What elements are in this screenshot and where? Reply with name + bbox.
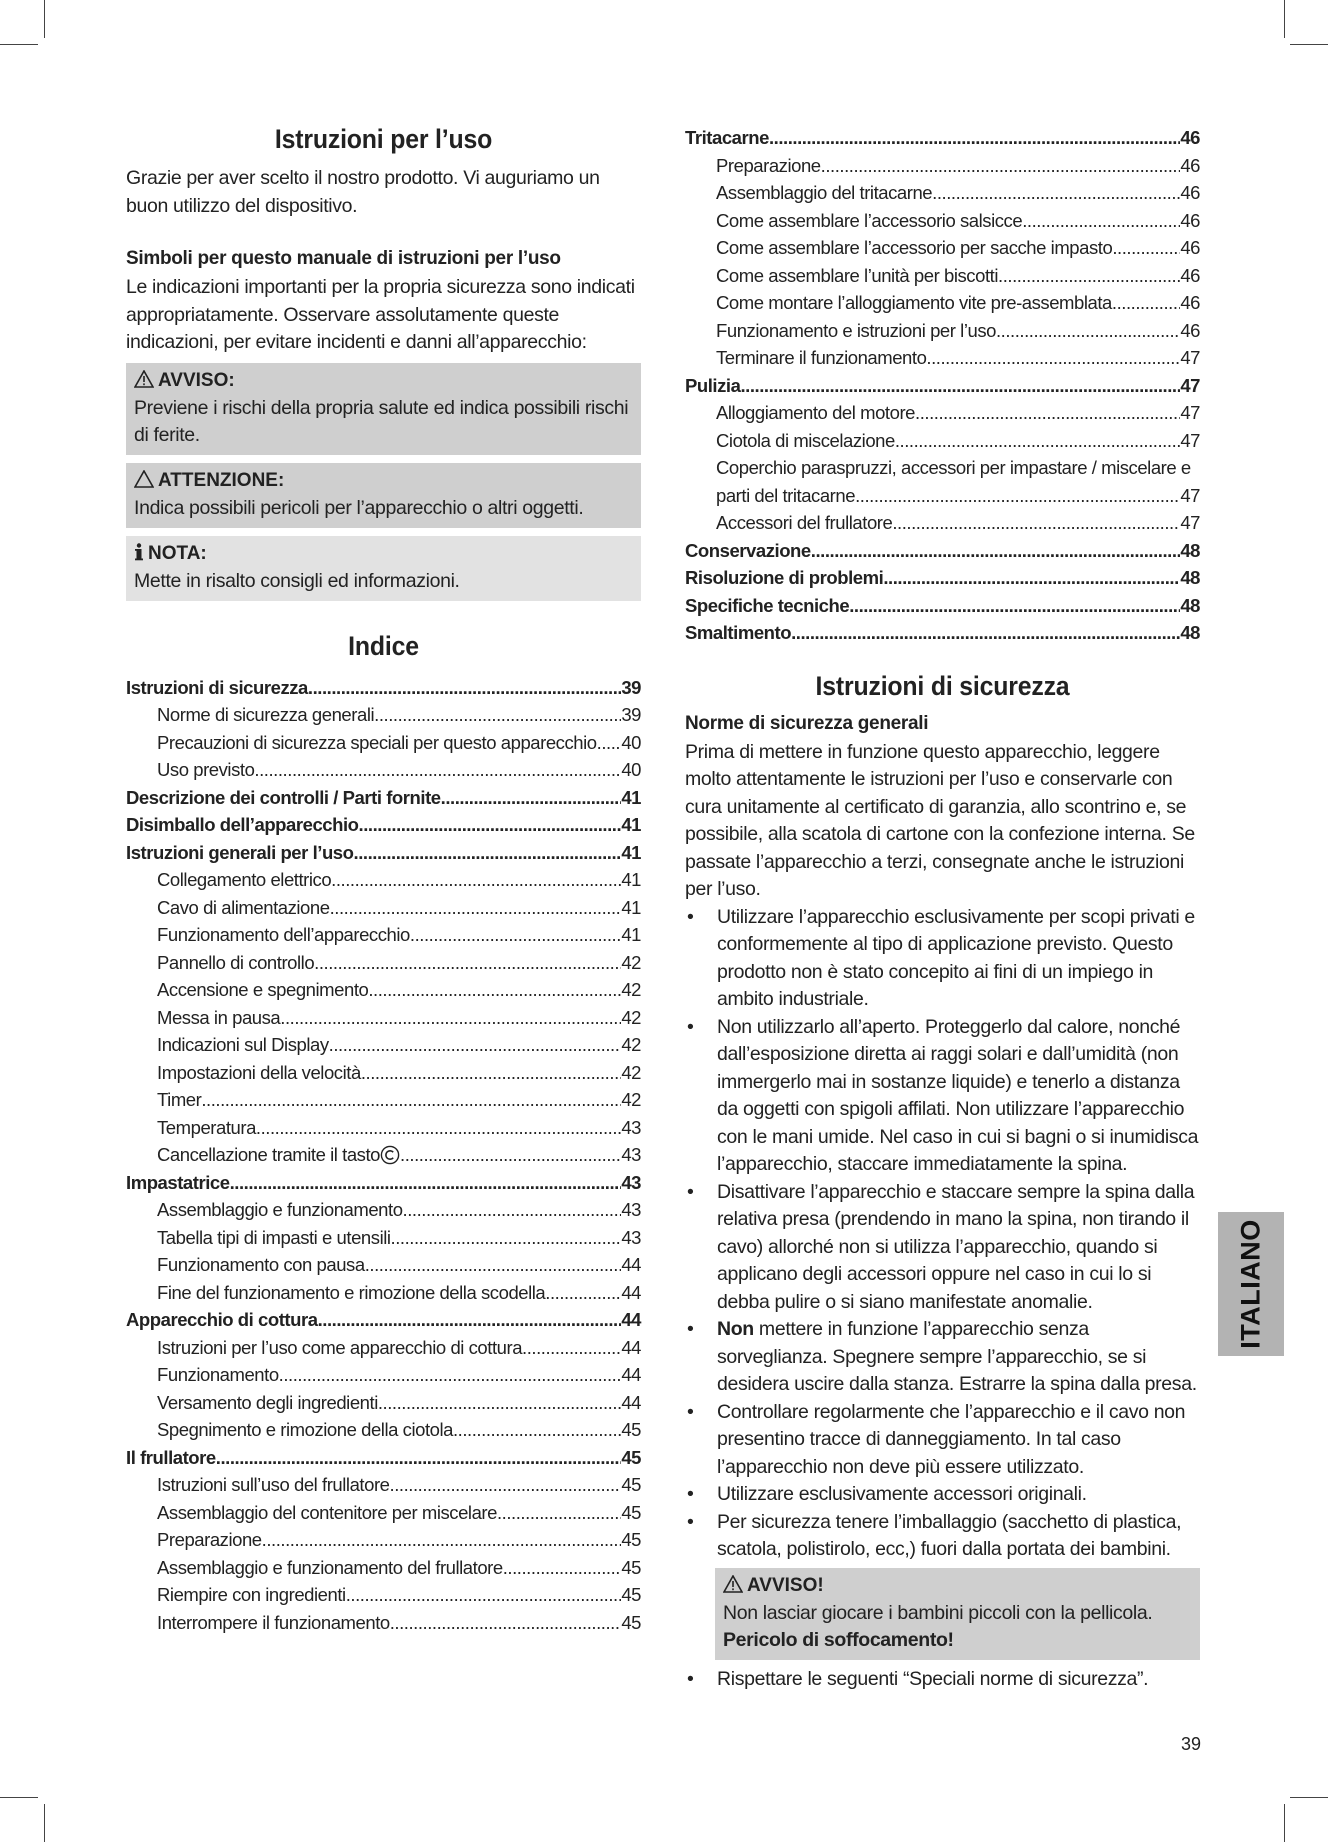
toc-entry-title: Risoluzione di problemi — [685, 567, 884, 588]
toc-entry-title: Coperchio paraspruzzi, accessori per impastare / miscelare e — [716, 457, 1191, 478]
toc-page-number: 45 — [621, 1611, 641, 1633]
toc-page-number: 41 — [621, 869, 641, 890]
toc-page-number: 44 — [621, 1391, 641, 1413]
toc-entry-title: Indicazioni sul Display — [157, 1034, 329, 1055]
toc-page-number: 46 — [1180, 209, 1200, 231]
toc-leader — [441, 784, 622, 812]
toc-page-number: 44 — [621, 1254, 641, 1275]
toc-entry[interactable] — [685, 317, 1200, 345]
safety-text: Prima di mettere in funzione questo apparecchio, leggere molto attentamente le istruzioni per l’uso e conservarle con cura unitamente al certificato di garanzia, allo scontrino e, se possibile, alla scatola di cartone con la confezione interna. Se passate l’apparecchio a terzi, consegnate anche le istruzioni per l’uso. — [685, 740, 1195, 900]
toc-page-number: 42 — [621, 951, 641, 973]
toc-leader — [361, 1059, 622, 1087]
toc-entry[interactable] — [126, 1609, 641, 1637]
toc-entry-title: Spegnimento e rimozione della ciotola — [157, 1419, 453, 1440]
toc-page-number: 45 — [621, 1529, 641, 1550]
toc-page-number: 48 — [1180, 622, 1200, 643]
bullet-body: Non utilizzarlo all’aperto. Proteggerlo dal calore, nonché dall’esposizione diretta ai raggi solari e dall’umidità (non immergerlo mai in sostanze liquide) e tenerlo a distanza da oggetti con spigoli affilati. Non utilizzare l’apparecchio con le mani umide. Nel caso in cui si bagni o si inumidisca l’apparecchio, staccare immediatamente la spina. — [717, 1015, 1199, 1175]
toc-leader — [346, 1581, 622, 1609]
safety-subheading: Norme di sicurezza generali — [685, 712, 929, 734]
bullet-bold-word: Non — [717, 1318, 754, 1340]
toc-page-number: 47 — [1180, 512, 1200, 533]
bullet-text — [717, 1399, 1200, 1482]
toc-entry-title: Pannello di controllo — [157, 951, 315, 973]
safety-bullet — [685, 1316, 1200, 1399]
right-column — [685, 124, 1200, 1693]
toc-entry[interactable] — [126, 949, 641, 977]
toc-entry[interactable] — [126, 701, 641, 729]
toc-leader — [254, 756, 621, 784]
toc-page-number: 40 — [621, 759, 641, 780]
bullet-body: Controllare regolarmente che l’apparecchio e il cavo non presentino tracce di danneggiamento. In tal caso l’apparecchio non deve più essere utilizzato. — [717, 1400, 1186, 1478]
toc-entry-title: Norme di sicurezza generali — [157, 704, 375, 725]
toc-entry-title: Tritacarne — [685, 127, 769, 148]
toc-leader — [892, 509, 1180, 537]
toc-entry[interactable] — [126, 1471, 641, 1499]
bullet-text: Rispettare le seguenti “Speciali norme di sicurezza”. — [717, 1667, 1149, 1690]
crop-mark — [0, 44, 38, 45]
toc-entry[interactable] — [685, 372, 1200, 400]
toc-entry[interactable] — [126, 674, 641, 702]
toc-left — [126, 674, 641, 1637]
toc-entry[interactable] — [685, 454, 1200, 482]
toc-entry-title: Come assemblare l’accessorio per sacche impasto — [716, 237, 1113, 258]
toc-page-number: 46 — [1180, 127, 1200, 148]
toc-page-number: 48 — [1180, 594, 1200, 616]
language-tab-label: ITALIANO — [1235, 1219, 1266, 1349]
toc-leader — [926, 344, 1180, 372]
toc-leader — [453, 1416, 621, 1444]
toc-page-number: 46 — [1180, 182, 1200, 203]
toc-entry[interactable] — [126, 1554, 641, 1582]
last-bullet — [685, 1666, 1200, 1694]
toc-entry-title: Impostazioni della velocità — [157, 1061, 361, 1083]
toc-entry[interactable] — [126, 756, 641, 784]
toc-entry-title: Ciotola di miscelazione — [716, 429, 895, 451]
toc-page-number: 47 — [1180, 374, 1200, 396]
toc-entry[interactable] — [126, 1279, 641, 1307]
notice-note — [126, 536, 641, 601]
toc-entry[interactable] — [685, 289, 1200, 317]
toc-leader — [998, 262, 1180, 290]
toc-entry[interactable] — [126, 1306, 641, 1334]
toc-page-number: 47 — [1180, 484, 1200, 506]
toc-leader — [821, 152, 1181, 180]
toc-entry-title: Istruzioni di sicurezza — [126, 676, 308, 698]
bullet-text — [717, 904, 1200, 1014]
toc-leader — [374, 701, 621, 729]
toc-leader — [279, 1361, 622, 1389]
toc-entry-title: Istruzioni generali per l’uso — [126, 841, 354, 863]
toc-entry[interactable] — [126, 1169, 641, 1197]
toc-leader — [391, 1224, 622, 1252]
toc-leader — [368, 976, 621, 1004]
toc-page-number: 40 — [621, 731, 641, 753]
toc-entry[interactable] — [685, 124, 1200, 152]
toc-page-number: 46 — [1180, 237, 1200, 258]
toc-leader — [1022, 207, 1180, 235]
toc-page-number: 41 — [621, 896, 641, 918]
toc-entry-title: Assemblaggio del contenitore per miscelare — [157, 1501, 497, 1523]
toc-entry-title: Smaltimento — [685, 622, 792, 643]
safety-bullet — [685, 904, 1200, 1014]
toc-page-number: 41 — [621, 924, 641, 945]
toc-entry[interactable] — [685, 509, 1200, 537]
notice-title: ATTENZIONE: — [158, 469, 285, 491]
toc-entry-title: Come montare l’alloggiamento vite pre-assemblata — [716, 292, 1112, 313]
toc-entry[interactable] — [126, 1581, 641, 1609]
toc-entry[interactable] — [126, 921, 641, 949]
toc-leader — [390, 1471, 622, 1499]
toc-entry-title: Funzionamento dell’apparecchio — [157, 924, 410, 945]
toc-page-number: 42 — [621, 979, 641, 1000]
toc-entry[interactable] — [126, 1361, 641, 1389]
intro-text: Grazie per aver scelto il nostro prodotto. Vi auguriamo un buon utilizzo del dispositivo. — [126, 167, 600, 217]
toc-leader — [390, 1609, 622, 1637]
toc-leader — [329, 1031, 622, 1059]
toc-leader — [883, 564, 1180, 592]
toc-entry[interactable] — [126, 1499, 641, 1527]
toc-page-number: 46 — [1180, 292, 1200, 313]
toc-entry[interactable] — [126, 811, 641, 839]
toc-page-number: 42 — [621, 1061, 641, 1083]
bullet-mark: • — [687, 1318, 694, 1340]
toc-page-number: 44 — [621, 1281, 641, 1303]
warning-bold-text: Pericolo di soffocamento! — [723, 1628, 954, 1651]
toc-right — [685, 124, 1200, 647]
toc-entry[interactable] — [685, 234, 1200, 262]
toc-entry[interactable] — [126, 1141, 641, 1169]
notice-caution — [126, 463, 641, 528]
toc-entry-title: Precauzioni di sicurezza speciali per questo apparecchio — [157, 731, 597, 753]
bullet-text — [717, 1014, 1200, 1179]
toc-leader — [331, 866, 621, 894]
bullet-body: Disattivare l’apparecchio e staccare sempre la spina dalla relativa presa (prendendo in mano la spina, non tirando il cavo) allorché non si utilizza l’apparecchio, quando si applicano degli accessori oppure nel caso in cui lo si debba pulire o si siano manifestate anomalie. — [717, 1180, 1195, 1313]
toc-entry[interactable] — [126, 1086, 641, 1114]
toc-page-number: 47 — [1180, 347, 1200, 368]
notice-title: AVVISO: — [158, 369, 235, 391]
safety-bullet — [685, 1179, 1200, 1317]
toc-page-number: 45 — [621, 1501, 641, 1523]
toc-entry-title: Tabella tipi di impasti e utensili — [157, 1226, 391, 1248]
index-title: Indice — [348, 630, 419, 661]
toc-page-number: 46 — [1180, 154, 1200, 176]
toc-entry[interactable] — [685, 592, 1200, 620]
toc-entry-title: Funzionamento con pausa — [157, 1254, 365, 1275]
toc-page-number: 45 — [621, 1556, 641, 1578]
toc-entry-title: Terminare il funzionamento — [716, 347, 927, 368]
bullet-text — [717, 1509, 1200, 1564]
toc-page-number: 41 — [621, 814, 641, 835]
toc-leader — [230, 1169, 622, 1197]
warning-title: AVVISO! — [747, 1574, 824, 1596]
toc-entry[interactable] — [685, 152, 1200, 180]
clear-button-icon — [380, 1145, 400, 1165]
toc-entry[interactable] — [126, 866, 641, 894]
toc-leader — [365, 1251, 622, 1279]
toc-entry[interactable] — [126, 729, 641, 757]
toc-entry[interactable] — [685, 427, 1200, 455]
toc-entry[interactable] — [126, 1004, 641, 1032]
toc-leader — [410, 921, 621, 949]
toc-entry[interactable] — [685, 399, 1200, 427]
toc-entry-title: Accensione e spegnimento — [157, 979, 369, 1000]
toc-leader — [314, 949, 621, 977]
toc-leader — [201, 1086, 621, 1114]
crop-mark — [0, 1797, 38, 1798]
toc-entry-title: Assemblaggio e funzionamento — [157, 1199, 403, 1220]
toc-leader — [503, 1554, 622, 1582]
toc-entry-title: Funzionamento e istruzioni per l’uso — [716, 319, 996, 341]
toc-page-number: 43 — [621, 1116, 641, 1138]
toc-page-number: 48 — [1180, 539, 1200, 561]
toc-leader — [895, 427, 1180, 455]
warning-icon — [723, 1575, 743, 1593]
toc-page-number: 41 — [621, 786, 641, 808]
toc-entry[interactable] — [685, 564, 1200, 592]
toc-page-number: 44 — [621, 1336, 641, 1358]
toc-leader — [497, 1499, 621, 1527]
toc-leader — [318, 1306, 622, 1334]
toc-entry-title: Descrizione dei controlli / Parti fornite — [126, 786, 441, 808]
toc-leader — [403, 1196, 622, 1224]
toc-page-number: 43 — [621, 1226, 641, 1248]
toc-leader — [378, 1389, 621, 1417]
toc-entry[interactable] — [126, 1416, 641, 1444]
toc-entry[interactable] — [126, 1389, 641, 1417]
toc-leader — [740, 372, 1180, 400]
toc-entry-title: Alloggiamento del motore — [716, 402, 915, 423]
toc-page-number: 42 — [621, 1034, 641, 1055]
toc-entry[interactable] — [685, 179, 1200, 207]
toc-entry-title: Cancellazione tramite il tasto — [157, 1144, 380, 1165]
toc-entry-title: Funzionamento — [157, 1364, 279, 1385]
toc-leader — [262, 1526, 622, 1554]
toc-leader — [1112, 289, 1180, 317]
toc-entry[interactable] — [685, 207, 1200, 235]
toc-entry-title: Interrompere il funzionamento — [157, 1611, 390, 1633]
crop-mark — [1290, 1797, 1328, 1798]
toc-entry[interactable] — [685, 344, 1200, 372]
left-column — [126, 124, 641, 1636]
toc-entry-title: Istruzioni sull’uso del frullatore — [157, 1474, 390, 1495]
bullet-text — [717, 1316, 1200, 1399]
toc-leader — [932, 179, 1180, 207]
toc-page-number: 45 — [621, 1446, 641, 1468]
toc-leader — [545, 1279, 621, 1307]
notice-title: NOTA: — [148, 542, 207, 564]
toc-leader — [811, 537, 1181, 565]
toc-entry-title: Il frullatore — [126, 1446, 216, 1468]
safety-bullet — [685, 1014, 1200, 1179]
toc-leader — [996, 317, 1180, 345]
toc-leader — [216, 1444, 622, 1472]
toc-page-number: 43 — [621, 1171, 641, 1193]
bullet-mark: • — [687, 1667, 694, 1690]
toc-entry-title: Collegamento elettrico — [157, 869, 332, 890]
toc-leader — [308, 674, 621, 702]
toc-entry-title: Impastatrice — [126, 1171, 230, 1193]
toc-entry-title: Assemblaggio e funzionamento del frullatore — [157, 1556, 503, 1578]
bullet-body: Utilizzare l’apparecchio esclusivamente per scopi privati e conformemente al tipo di applicazione previsto. Questo prodotto non è stato concepito ai fini di un impiego in ambito industriale. — [717, 905, 1195, 1010]
warning-text: Non lasciar giocare i bambini piccoli con la pellicola. — [723, 1601, 1153, 1624]
toc-leader — [354, 839, 622, 867]
toc-entry-title: Versamento degli ingredienti — [157, 1391, 378, 1413]
bullet-mark: • — [687, 1180, 694, 1203]
toc-entry-title: Preparazione — [157, 1529, 262, 1550]
toc-entry-title: Preparazione — [716, 154, 821, 176]
page-number: 39 — [1181, 1734, 1202, 1754]
toc-page-number: 47 — [1180, 429, 1200, 451]
toc-page-number: 45 — [621, 1474, 641, 1495]
toc-entry[interactable] — [685, 619, 1200, 647]
symbols-text: Le indicazioni importanti per la propria sicurezza sono indicati appropriatamente. Osservare assolutamente queste indicazioni, per evitare incidenti e danni all’apparecchio: — [126, 276, 635, 353]
bullet-mark: • — [687, 1510, 694, 1533]
toc-page-number: 45 — [621, 1584, 641, 1605]
toc-entry[interactable] — [126, 1059, 641, 1087]
toc-entry-title: Timer — [157, 1089, 202, 1110]
toc-entry-title: Fine del funzionamento e rimozione della scodella — [157, 1281, 546, 1303]
safety-title: Istruzioni di sicurezza — [815, 670, 1070, 701]
crop-mark — [44, 0, 45, 38]
crop-mark — [44, 1804, 45, 1842]
toc-entry-title: Temperatura — [157, 1116, 256, 1138]
toc-entry[interactable] — [126, 1526, 641, 1554]
bullet-mark: • — [687, 1015, 694, 1038]
notice-text: Indica possibili pericoli per l’apparecchio o altri oggetti. — [134, 496, 584, 519]
toc-page-number: 45 — [621, 1419, 641, 1440]
toc-entry[interactable] — [126, 1251, 641, 1279]
toc-leader — [330, 894, 622, 922]
toc-entry[interactable] — [126, 1334, 641, 1362]
toc-leader — [769, 124, 1180, 152]
toc-leader — [359, 811, 622, 839]
toc-entry[interactable] — [126, 1031, 641, 1059]
notice-text: Previene i rischi della propria salute ed indica possibili rischi di ferite. — [134, 396, 629, 446]
safety-bullet — [685, 1509, 1200, 1564]
toc-entry-title: Come assemblare l’unità per biscotti — [716, 264, 998, 286]
toc-leader — [791, 619, 1180, 647]
bullet-text — [717, 1179, 1200, 1317]
toc-page-number: 39 — [621, 704, 641, 725]
crop-mark — [1284, 0, 1285, 38]
toc-entry[interactable] — [126, 976, 641, 1004]
toc-page-number: 42 — [621, 1089, 641, 1110]
bullet-body: mettere in funzione l’apparecchio senza sorveglianza. Spegnere sempre l’apparecchio, se si desidera uscire dalla stanza. Estrarre la spina dalla presa. — [717, 1318, 1197, 1395]
notice-text: Mette in risalto consigli ed informazioni. — [134, 569, 460, 592]
toc-page-number: 43 — [621, 1144, 641, 1165]
toc-entry[interactable] — [126, 1114, 641, 1142]
toc-entry[interactable] — [126, 1196, 641, 1224]
toc-page-number: 44 — [621, 1364, 641, 1385]
toc-leader — [522, 1334, 621, 1362]
toc-leader — [597, 729, 622, 757]
toc-entry-title: Riempire con ingredienti — [157, 1584, 346, 1605]
info-icon — [134, 543, 144, 561]
toc-entry-title: Messa in pausa — [157, 1006, 281, 1028]
toc-leader — [400, 1141, 621, 1169]
toc-entry[interactable] — [126, 1224, 641, 1252]
toc-entry-title: Disimballo dell’apparecchio — [126, 814, 359, 835]
toc-entry[interactable] — [685, 537, 1200, 565]
toc-leader — [1112, 234, 1180, 262]
toc-entry-title: Istruzioni per l’uso come apparecchio di cottura — [157, 1336, 523, 1358]
toc-leader — [280, 1004, 621, 1032]
toc-page-number: 46 — [1180, 319, 1200, 341]
toc-entry-title: Pulizia — [685, 374, 741, 396]
toc-leader — [256, 1114, 621, 1142]
bullet-body: Per sicurezza tenere l’imballaggio (sacchetto di plastica, scatola, polistirolo, ecc,) fuori dalla portata dei bambini. — [717, 1510, 1182, 1560]
toc-entry[interactable] — [126, 784, 641, 812]
toc-page-number: 48 — [1180, 567, 1200, 588]
language-tab — [1218, 1212, 1284, 1356]
toc-entry-title: Cavo di alimentazione — [157, 896, 330, 918]
toc-entry-title: Come assemblare l’accessorio salsicce — [716, 209, 1023, 231]
page-title: Istruzioni per l’uso — [274, 124, 493, 154]
toc-page-number: 39 — [621, 676, 641, 698]
toc-page-number: 43 — [621, 1199, 641, 1220]
caution-icon — [134, 470, 154, 488]
toc-leader — [849, 592, 1180, 620]
toc-entry[interactable] — [685, 482, 1200, 510]
bullet-text — [717, 1481, 1200, 1509]
toc-entry[interactable] — [685, 262, 1200, 290]
crop-mark — [1290, 44, 1328, 45]
toc-entry[interactable] — [126, 1444, 641, 1472]
bullet-mark: • — [687, 1400, 694, 1423]
toc-page-number: 41 — [621, 841, 641, 863]
toc-entry-title: parti del tritacarne — [716, 484, 856, 506]
toc-page-number: 44 — [621, 1309, 641, 1330]
toc-entry-title: Specifiche tecniche — [685, 594, 850, 616]
toc-page-number: 42 — [621, 1006, 641, 1028]
notice-warning — [126, 363, 641, 455]
toc-entry-title: Apparecchio di cottura — [126, 1309, 318, 1330]
bullet-body: Utilizzare esclusivamente accessori originali. — [717, 1483, 1087, 1505]
toc-leader — [855, 482, 1180, 510]
toc-entry-title: Conservazione — [685, 539, 811, 561]
safety-bullets — [685, 904, 1200, 1564]
toc-page-number: 47 — [1180, 402, 1200, 423]
bullet-mark: • — [687, 905, 694, 928]
safety-bullet — [685, 1399, 1200, 1482]
toc-entry-title: Accessori del frullatore — [716, 512, 893, 533]
toc-entry[interactable] — [126, 839, 641, 867]
toc-entry-title: Assemblaggio del tritacarne — [716, 182, 933, 203]
bullet-mark: • — [687, 1483, 694, 1505]
crop-mark — [1284, 1804, 1285, 1842]
toc-entry-title: Uso previsto — [157, 759, 255, 780]
safety-bullet — [685, 1481, 1200, 1509]
toc-leader — [915, 399, 1180, 427]
toc-page-number: 46 — [1180, 264, 1200, 286]
safety-warning — [715, 1568, 1200, 1660]
toc-entry[interactable] — [126, 894, 641, 922]
warning-icon — [134, 370, 154, 388]
symbols-heading: Simboli per questo manuale di istruzioni per l’uso — [126, 248, 561, 269]
